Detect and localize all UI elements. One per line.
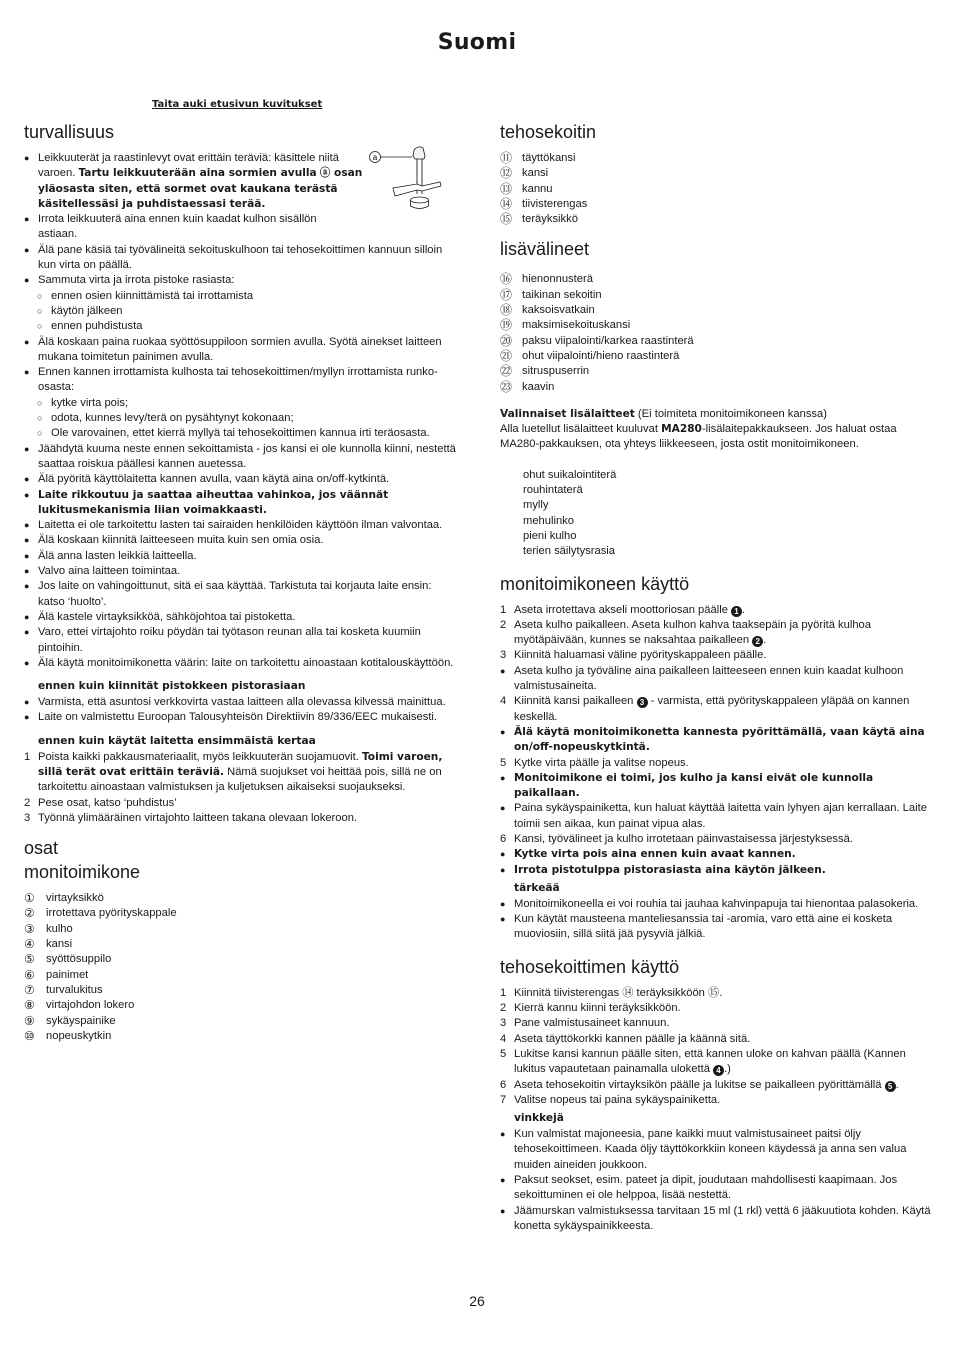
list-item: 2 Kierrä kannu kiinni teräyksikköön. — [500, 1002, 681, 1015]
list-item: ● Laitetta ei ole tarkoitettu lasten tai sairaiden henkilöiden käyttöön ilman valvontaa. — [24, 518, 456, 533]
list-item: ● Jäähdytä kuuma neste ennen sekoittamista - jos kansi ei ole kunnolla kiinni, nestettä saattaa roiskua päällesi kannen auetessa. — [24, 442, 456, 473]
left-column — [24, 120, 456, 1044]
item-label: syöttösuppilo — [46, 953, 112, 966]
list-item: 7 Valitse nopeus tai paina sykäyspainiketta. — [500, 1093, 721, 1106]
list-item — [500, 334, 932, 349]
list-item: ● Älä kastele virtayksikköä, sähköjohtoa tai pistoketta. — [24, 610, 456, 625]
item-number: ⑧ — [24, 998, 35, 1013]
item-label: kaksoisvatkain — [522, 304, 595, 317]
important-subheading: tärkeää — [514, 881, 560, 894]
blender-use-heading: tehosekoittimen käyttö — [500, 956, 680, 977]
plug-subheading: ennen kuin kiinnität pistokkeen pistorasiaan — [38, 680, 306, 693]
parts-list — [24, 891, 456, 1044]
list-item: 5 Lukitse kansi kannun päälle siten, että kannen uloke on kahvan päällä (Kannen lukitus vapautetaan painamalla ulokettä 4 .) — [500, 1047, 906, 1076]
tips-list — [500, 1127, 932, 1234]
item-number: ⑱ — [500, 303, 513, 318]
item-number: ⑫ — [500, 166, 513, 181]
safety-heading: turvallisuus — [24, 122, 115, 142]
blender-parts-list — [500, 151, 932, 227]
item-number: ③ — [24, 921, 35, 936]
safety-list — [24, 151, 456, 671]
item-label: virtayksikkö — [46, 892, 104, 905]
list-item: ● Paina sykäyspainiketta, kun haluat käyttää laitetta vain lyhyen ajan kerrallaan. Laite toimii sen aikaa, kun painat vipua alas. — [500, 801, 932, 832]
plug-list — [24, 695, 456, 726]
list-item: 6 Aseta tehosekoitin virtayksikön päälle ja lukitse se paikalleen pyörittämällä 5 . — [500, 1078, 899, 1091]
list-item — [500, 182, 932, 197]
list-item: ● Varo, ettei virtajohto roiku pöydän tai työtason reunan alla tai kosketa kuumiin pintoihin. — [24, 625, 456, 656]
item-label: painimet — [46, 968, 89, 981]
item-number: ⑨ — [24, 1013, 35, 1028]
item-number: ⑬ — [500, 181, 513, 196]
list-item — [24, 1029, 456, 1044]
page-number: 26 — [469, 1293, 485, 1309]
fold-out-link[interactable]: Taita auki etusivun kuvitukset — [152, 99, 323, 110]
list-item: ● Älä pyöritä käyttölaitetta kannen avulla, vaan käytä aina on/off-kytkintä. — [24, 472, 456, 487]
item-label: kansi — [522, 167, 549, 180]
item-number: ㉑ — [500, 348, 513, 363]
item-number: ⑦ — [24, 982, 35, 997]
list-item: 3 Kiinnitä haluamasi väline pyörityskappaleen päälle. — [500, 649, 767, 662]
processor-use-list — [500, 603, 932, 878]
page-title: Suomi — [437, 30, 517, 55]
item-number: ⑪ — [500, 151, 513, 165]
item-number: ⑰ — [500, 287, 513, 302]
list-item — [24, 937, 456, 952]
list-item: ● Jäämurskan valmistuksessa tarvitaan 15 ml (1 rkl) vettä 6 jääkuutiota kohden. Käytä konetta sykäyspainikkeesta. — [500, 1204, 932, 1235]
list-item: ● Irrota leikkuuterä aina ennen kuin kaadat kulhon sisällön astiaan. — [24, 212, 456, 243]
item-number: ① — [24, 891, 35, 906]
item-label: kannu — [522, 182, 553, 195]
optional-accessories-text: Valinnaiset lisälaitteet (Ei toimiteta monitoimikoneen kanssa) Alla luetellut lisälaitteet kuuluvat MA280-lisälaitepakkaukseen. Jos haluat ostaa MA280-pakkauksen, ota yhteys liikkeeseen, josta ostit monitoimikoneen. — [500, 407, 897, 451]
list-item: ● Älä käytä monitoimikonetta väärin: laite on tarkoitettu ainoastaan kotitalouskäyttöön. — [24, 656, 456, 671]
item-label: kulho — [46, 922, 73, 935]
list-item: ● Älä anna lasten leikkiä laitteella. — [24, 549, 456, 564]
list-item — [24, 1014, 456, 1029]
blender-heading: tehosekoitin — [500, 122, 597, 142]
list-item — [24, 952, 456, 967]
list-item: ohut suikalointiterä — [523, 468, 617, 481]
list-item — [500, 380, 932, 395]
item-label: taikinan sekoitin — [522, 288, 602, 301]
list-item: ● Kun käytät mausteena manteliesanssia tai -aromia, varo että aine ei kosketa muoviosiin, sillä siitä jää pysyviä jälkiä. — [500, 912, 932, 943]
item-label: maksimisekoituskansi — [522, 319, 631, 332]
list-item — [24, 968, 456, 983]
list-item: ● Älä koskaan kiinnitä laitteeseen muita kuin sen omia osia. — [24, 533, 456, 548]
list-item: 1 Aseta irrotettava akseli moottoriosan päälle 1 . — [500, 603, 746, 616]
item-label: hienonnusterä — [522, 273, 593, 286]
marker-1: 1 — [731, 606, 742, 617]
list-item — [24, 998, 456, 1013]
list-item: ○ käytön jälkeen — [24, 304, 456, 319]
processor-use-heading: monitoimikoneen käyttö — [500, 573, 690, 594]
item-number: ⑯ — [500, 272, 513, 287]
important-list — [500, 897, 932, 943]
list-item — [500, 364, 932, 379]
item-number: ④ — [24, 937, 35, 952]
list-item: 2 Pese osat, katso ‘puhdistus’ — [24, 796, 177, 809]
list-item: ● Jos laite on vahingoittunut, sitä ei saa käyttää. Tarkistuta tai korjauta laite ensin: katso ‘huolto’. — [24, 579, 456, 610]
list-item — [24, 922, 456, 937]
item-label: tiivisterengas — [522, 197, 588, 210]
item-label: paksu viipalointi/karkea raastinterä — [522, 334, 694, 347]
list-item: ● Monitoimikone ei toimi, jos kulho ja kansi eivät ole kunnolla paikallaan. — [500, 771, 932, 802]
processor-parts-heading: monitoimikone — [24, 862, 141, 883]
item-number: ⑥ — [24, 967, 35, 982]
list-item: 4 Kiinnitä kansi paikalleen 3 - varmista, että pyörityskappaleen yläpää on kannen keskellä. — [500, 695, 910, 723]
item-number: ⑩ — [24, 1028, 35, 1043]
list-item: ● Monitoimikoneella ei voi rouhia tai jauhaa kahvinpapuja tai hienontaa palasokeria. — [500, 897, 932, 912]
list-item: ○ Ole varovainen, ettet kierrä myllyä tai tehosekoittimen kannua irti teräosasta. — [24, 426, 456, 441]
list-item — [24, 983, 456, 998]
list-item: ● Valvo aina laitteen toimintaa. — [24, 564, 456, 579]
list-item: ● Sammuta virta ja irrota pistoke rasiasta: — [24, 273, 456, 288]
item-number: ② — [24, 906, 35, 921]
marker-4: 4 — [713, 1065, 724, 1076]
list-item: ● Paksut seokset, esim. pateet ja dipit, joudutaan mahdollisesti kaapimaan. Jos sekoittuminen ei ole helppoa, lisää nestettä. — [500, 1173, 932, 1204]
item-label: nopeuskytkin — [46, 1029, 112, 1042]
fig-label-a: a — [372, 153, 378, 162]
list-item: ● Varmista, että asuntosi verkkovirta vastaa laitteen alla olevassa kilvessä mainittua. — [24, 695, 456, 710]
list-item: ● Älä käytä monitoimikonetta kannesta pyörittämällä, vaan käytä aina on/off-nopeuskytkintä. — [500, 725, 932, 756]
list-item: 4 Aseta täyttökorkki kannen päälle ja käännä sitä. — [500, 1032, 751, 1045]
list-item — [500, 288, 932, 303]
item-label: kansi — [46, 938, 73, 951]
item-label: kaavin — [522, 380, 555, 393]
list-item: ○ odota, kunnes levy/terä on pysähtynyt kokonaan; — [24, 411, 456, 426]
list-item — [24, 891, 456, 906]
item-label: turvalukitus — [46, 983, 103, 996]
list-item: 3 Työnnä ylimääräinen virtajohto laitteen takana olevaan lokeroon. — [24, 811, 358, 824]
list-item — [500, 151, 932, 166]
list-item — [24, 906, 456, 921]
list-item: 1 Poista kaikki pakkausmateriaalit, myös leikkuuterän suojamuovit. Toimi varoen, sillä terät ovat erittäin teräviä. Nämä suojukset voi heittää pois, sillä ne on tarkoitettu ainoastaan valmistuksen ja kuljetuksen aikaiseksi suojaukseksi. — [24, 750, 443, 794]
tips-subheading: vinkkejä — [514, 1112, 564, 1125]
list-item: ○ kytke virta pois; — [24, 396, 456, 411]
item-label: täyttökansi — [522, 152, 576, 164]
list-item: ● Irrota pistotulppa pistorasiasta aina käytön jälkeen. — [500, 863, 932, 878]
right-column — [500, 120, 932, 1234]
item-number: ㉒ — [500, 364, 513, 379]
list-item: ● Aseta kulho ja työväline aina paikalleen laitteeseen ennen kuin kaadat kulhoon valmistusaineita. — [500, 664, 932, 695]
list-item: ○ ennen puhdistusta — [24, 319, 456, 334]
item-number: ⑳ — [500, 333, 513, 348]
list-item — [500, 212, 932, 227]
list-item: 5 Kytke virta päälle ja valitse nopeus. — [500, 756, 689, 769]
item-label: sitruspuserrin — [522, 365, 590, 378]
list-item: 2 Aseta kulho paikalleen. Aseta kulhon kahva taaksepäin ja pyöritä kulhoa myötäpäivään, kunnes se naksahtaa paikalleen 2 . — [500, 618, 871, 647]
list-item: mylly — [523, 499, 549, 512]
first-use-subheading: ennen kuin käytät laitetta ensimmäistä kertaa — [38, 734, 316, 747]
parts-heading: osat — [24, 838, 59, 859]
item-number: ⑲ — [500, 318, 513, 333]
list-item: ● Leikkuuterät ja raastinlevyt ovat erittäin teräviä: käsittele niitä varoen. Tartu leikkuuterään aina sormien avulla ⓐ osan yläosasta siten, että sormet ovat kaukana terästä käsitellessäsi ja puhdistaessasi terää. — [24, 151, 456, 212]
item-label: irrotettava pyörityskappale — [46, 907, 177, 920]
list-item: terien säilytysrasia — [523, 545, 616, 558]
item-label: virtajohdon lokero — [46, 999, 135, 1012]
list-item: 1 Kiinnitä tiivisterengas ⑭ teräyksikköön ⑮. — [500, 986, 723, 999]
list-item — [500, 197, 932, 212]
list-item: 6 Kansi, työvälineet ja kulho irrotetaan päinvastaisessa järjestyksessä. — [500, 832, 853, 845]
item-number: ㉓ — [500, 379, 513, 394]
list-item: ○ ennen osien kiinnittämistä tai irrottamista — [24, 289, 456, 304]
list-item: ● Älä pane käsiä tai työvälineitä sekoituskulhoon tai tehosekoittimen kannuun silloin kun virta on päällä. — [24, 243, 456, 274]
list-item: ● Laite on valmistettu Euroopan Talousyhteisön Direktiivin 89/336/EEC mukaisesti. — [24, 710, 456, 725]
list-item: ● Kun valmistat majoneesia, pane kaikki muut valmistusaineet paitsi öljy tehosekoittimeen. Kaada öljy täyttökorkkiin koneen käydessä ja anna sen valua muiden aineiden joukkoon. — [500, 1127, 932, 1173]
blender-use-list — [500, 986, 932, 1108]
list-item: ● Laite rikkoutuu ja saattaa aiheuttaa vahinkoa, jos väännät lukitusmekanismia liian voimakkaasti. — [24, 488, 456, 519]
item-number: ⑭ — [500, 196, 513, 211]
marker-5: 5 — [885, 1081, 896, 1092]
first-use-list — [24, 750, 456, 826]
list-item — [500, 303, 932, 318]
list-item: ● Ennen kannen irrottamista kulhosta tai tehosekoittimen/myllyn irrottamista runko-osasta: — [24, 365, 456, 396]
list-item: pieni kulho — [523, 529, 577, 542]
item-number: ⑮ — [500, 212, 513, 227]
marker-3: 3 — [637, 697, 648, 708]
item-label: ohut viipalointi/hieno raastinterä — [522, 349, 680, 362]
item-label: teräyksikkö — [522, 213, 578, 226]
list-item — [500, 272, 932, 287]
list-item: ● Älä koskaan paina ruokaa syöttösuppiloon sormien avulla. Syötä ainekset laitteen mukana toimitetun painimen avulla. — [24, 335, 456, 366]
list-item: ● Kytke virta pois aina ennen kuin avaat kannen. — [500, 847, 932, 862]
item-number: ⑤ — [24, 952, 35, 967]
list-item — [500, 318, 932, 333]
marker-2: 2 — [752, 636, 763, 647]
accessories-heading: lisävälineet — [500, 239, 590, 260]
item-label: sykäyspainike — [46, 1014, 116, 1027]
list-item: rouhintaterä — [523, 484, 583, 497]
list-item: 3 Pane valmistusaineet kannuun. — [500, 1017, 670, 1030]
list-item: mehulinko — [523, 514, 574, 527]
optional-accessories-list — [500, 468, 932, 560]
accessories-list — [500, 272, 932, 394]
list-item — [500, 349, 932, 364]
list-item — [500, 166, 932, 181]
